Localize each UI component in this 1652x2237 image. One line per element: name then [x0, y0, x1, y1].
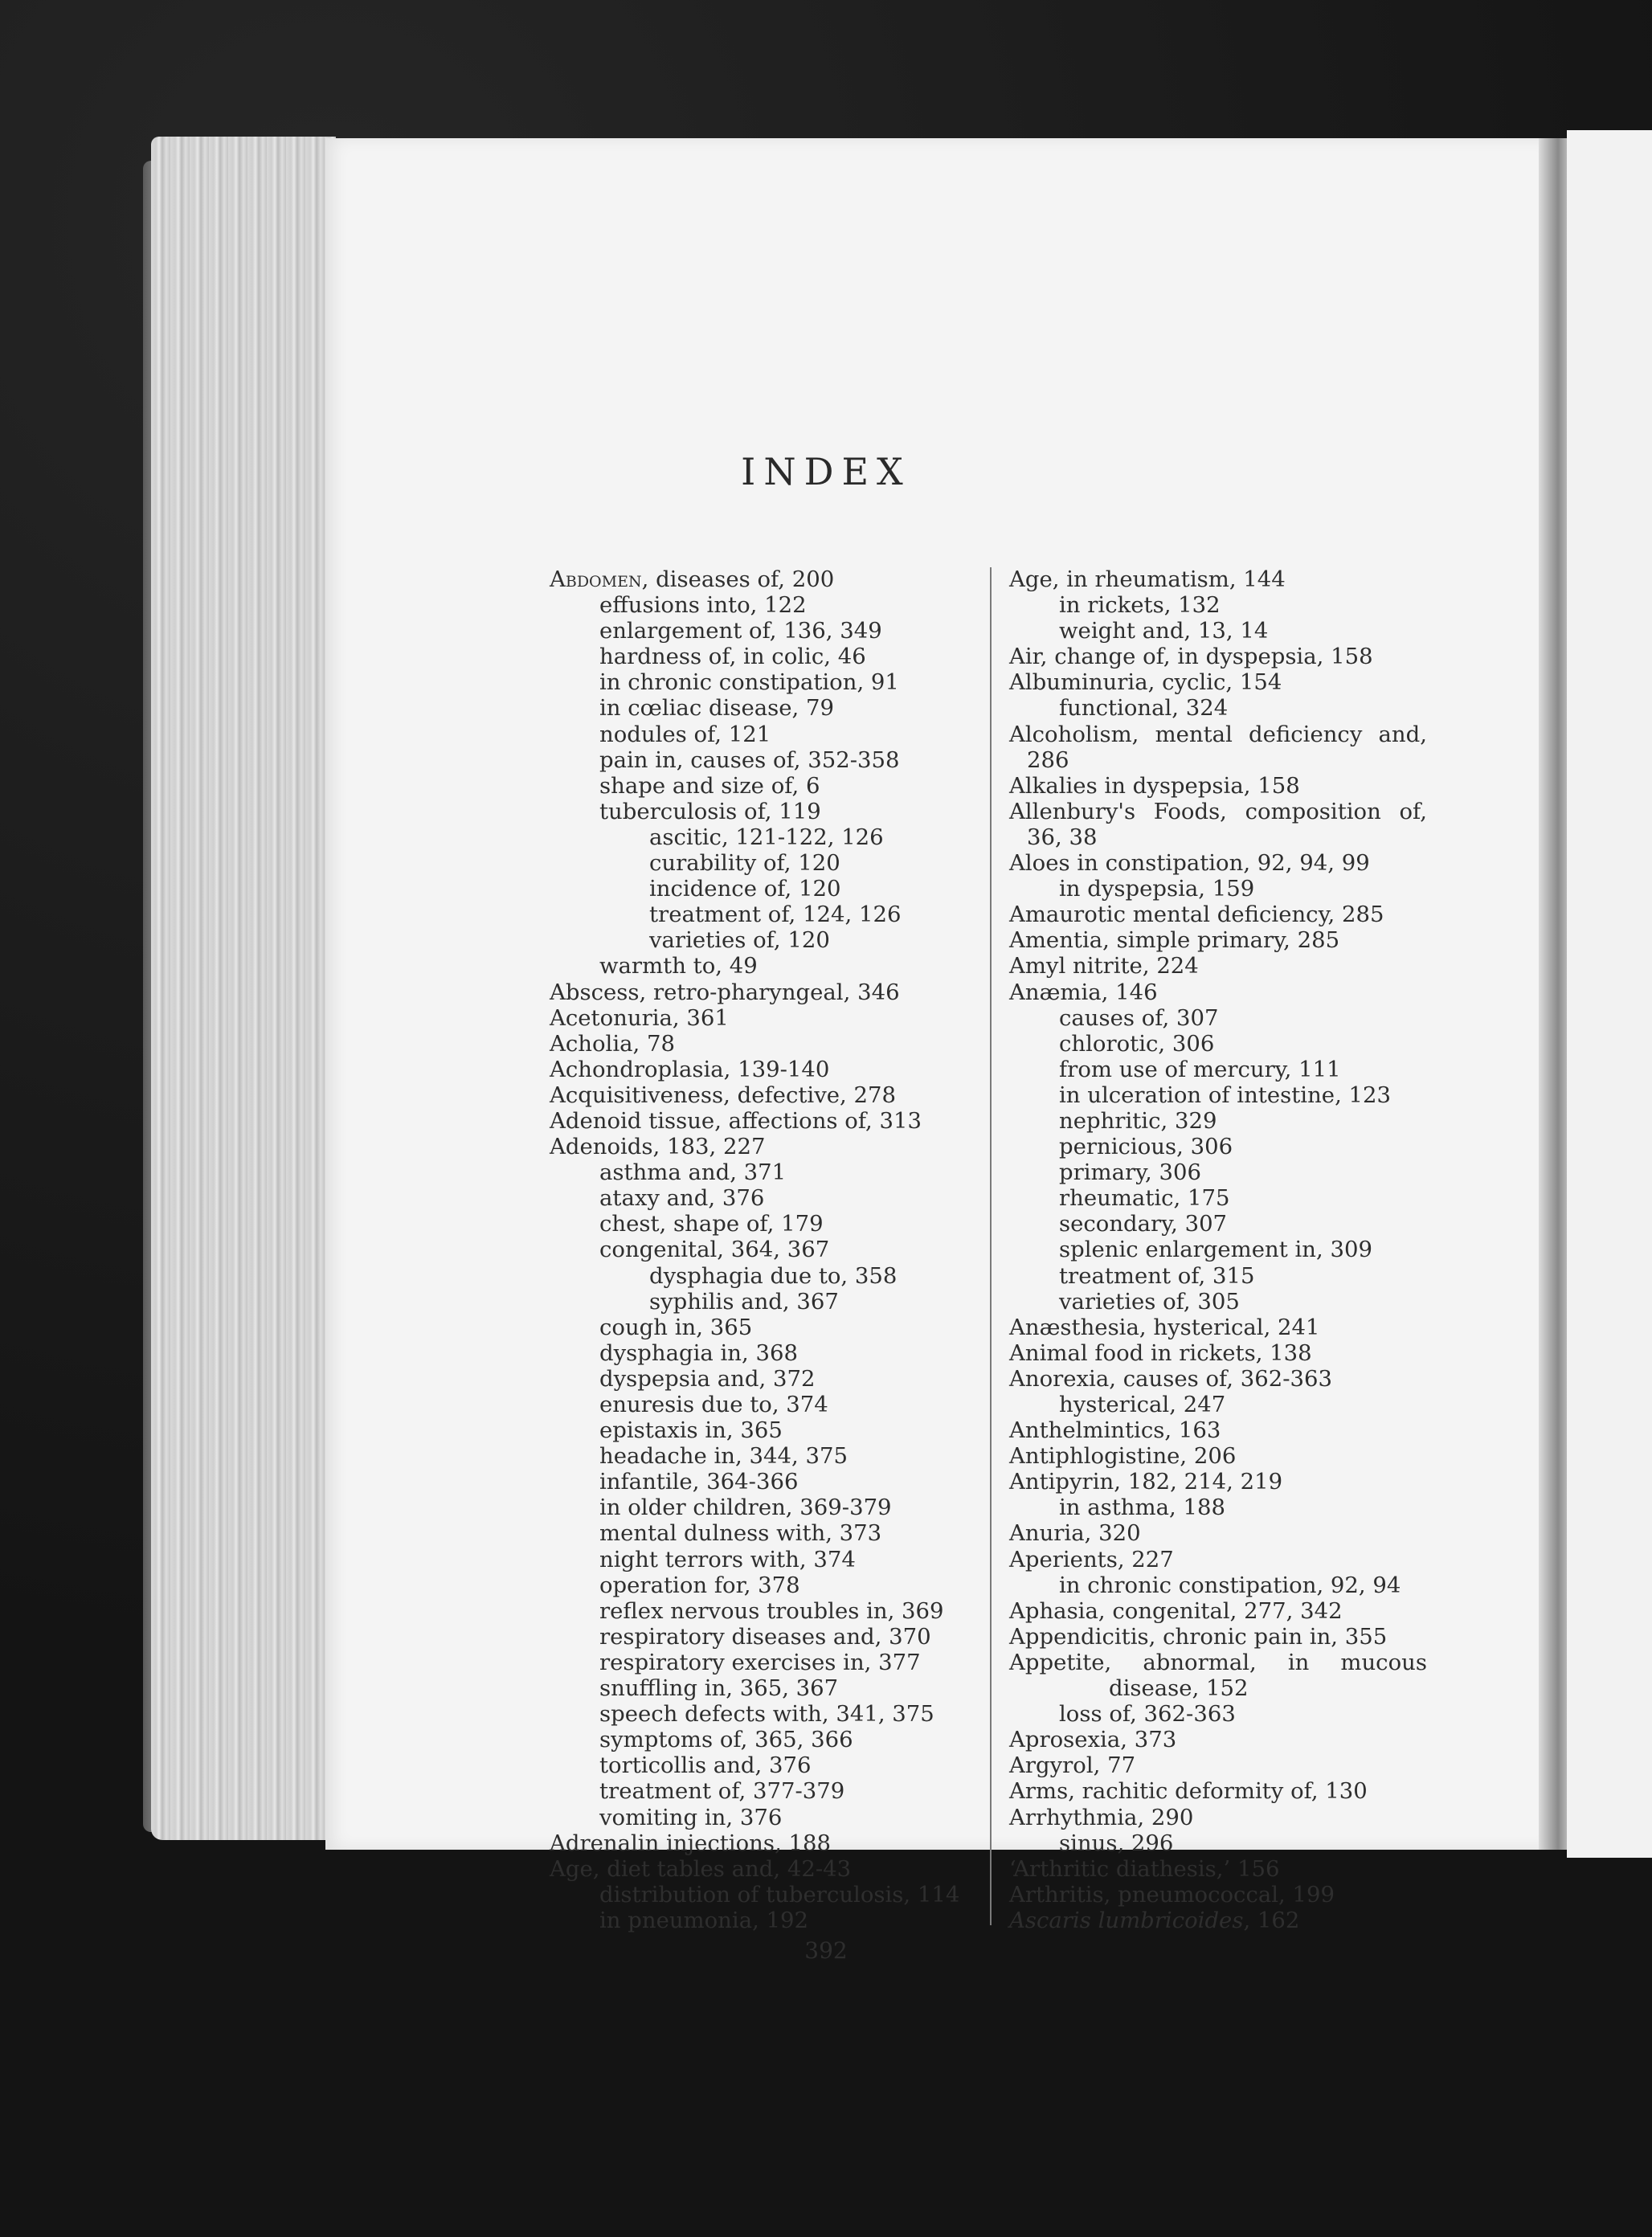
index-entry: from use of mercury, 111	[1059, 1056, 1341, 1082]
index-entry: Argyrol, 77	[1009, 1752, 1136, 1779]
index-entry: warmth to, 49	[599, 953, 758, 979]
index-entry: ataxy and, 376	[599, 1185, 765, 1212]
index-entry: Air, change of, in dyspepsia, 158	[1009, 644, 1373, 670]
index-entry: Acetonuria, 361	[550, 1004, 729, 1031]
index-entry: respiratory diseases and, 370	[599, 1623, 931, 1650]
index-column-left	[550, 566, 983, 1933]
index-entry: Achondroplasia, 139-140	[550, 1056, 830, 1082]
index-entry: weight and, 13, 14	[1059, 618, 1269, 644]
index-entry: asthma and, 371	[599, 1159, 787, 1186]
index-entry: ascitic, 121-122, 126	[649, 824, 884, 850]
index-entry: syphilis and, 367	[649, 1288, 839, 1315]
index-entry: Abscess, retro-pharyngeal, 346	[550, 979, 900, 1005]
index-entry: mental dulness with, 373	[599, 1520, 882, 1547]
index-entry: in older children, 369-379	[599, 1495, 892, 1521]
index-entry: Arrhythmia, 290	[1009, 1804, 1194, 1830]
index-entry: Aphasia, congenital, 277, 342	[1009, 1597, 1343, 1624]
index-entry: epistaxis in, 365	[599, 1417, 783, 1444]
index-entry: Anæsthesia, hysterical, 241	[1009, 1314, 1320, 1340]
index-entry: headache in, 344, 375	[599, 1443, 848, 1470]
index-entry: Alcoholism, mental deficiency and,	[1009, 721, 1427, 747]
facing-page	[1567, 130, 1652, 1858]
index-entry: enlargement of, 136, 349	[599, 618, 882, 644]
index-entry: Anæmia, 146	[1009, 979, 1158, 1005]
index-entry: cough in, 365	[599, 1314, 753, 1340]
index-entry: dysphagia due to, 358	[649, 1262, 898, 1289]
page-number: 392	[804, 1937, 848, 1964]
index-entry: in ulceration of intestine, 123	[1059, 1082, 1392, 1108]
index-entry: Amyl nitrite, 224	[1009, 953, 1199, 979]
index-entry: shape and size of, 6	[599, 772, 820, 799]
index-entry: Albuminuria, cyclic, 154	[1009, 669, 1282, 696]
index-entry: congenital, 364, 367	[599, 1237, 830, 1263]
index-entry: Appendicitis, chronic pain in, 355	[1009, 1623, 1388, 1650]
index-entry: effusions into, 122	[599, 592, 807, 619]
index-entry: speech defects with, 341, 375	[599, 1701, 934, 1728]
index-entry: Aloes in constipation, 92, 94, 99	[1009, 850, 1370, 877]
index-entry: functional, 324	[1059, 695, 1229, 722]
index-entry: Adrenalin injections, 188	[550, 1830, 831, 1856]
index-entry: symptoms of, 365, 366	[599, 1727, 853, 1753]
index-entry: dysphagia in, 368	[599, 1339, 798, 1366]
index-entry: Acholia, 78	[550, 1030, 675, 1057]
book-gutter	[1539, 138, 1571, 1850]
index-entry: in rickets, 132	[1059, 592, 1221, 619]
index-entry: Animal food in rickets, 138	[1009, 1339, 1312, 1366]
index-entry: Aprosexia, 373	[1009, 1727, 1177, 1753]
index-entry: Alkalies in dyspepsia, 158	[1009, 772, 1300, 799]
index-entry: in asthma, 188	[1059, 1495, 1225, 1521]
index-entry: rheumatic, 175	[1059, 1185, 1230, 1212]
index-entry: nephritic, 329	[1059, 1107, 1217, 1134]
index-entry: Ascaris lumbricoides, 162	[1009, 1907, 1300, 1933]
index-entry: loss of, 362-363	[1059, 1701, 1236, 1728]
index-entry: treatment of, 315	[1059, 1262, 1255, 1289]
index-entry: in cœliac disease, 79	[599, 695, 835, 722]
index-entry: incidence of, 120	[649, 876, 841, 902]
index-entry: reflex nervous troubles in, 369	[599, 1597, 944, 1624]
index-entry: nodules of, 121	[599, 721, 771, 747]
page-title: INDEX	[741, 450, 911, 493]
index-entry: Antiphlogistine, 206	[1009, 1443, 1237, 1470]
index-entry: sinus, 296	[1059, 1830, 1174, 1856]
index-entry: Acquisitiveness, defective, 278	[550, 1082, 896, 1108]
index-entry: Anthelmintics, 163	[1009, 1417, 1221, 1444]
index-entry: operation for, 378	[599, 1572, 800, 1598]
index-entry: respiratory exercises in, 377	[599, 1649, 921, 1675]
index-entry: infantile, 364-366	[599, 1469, 799, 1495]
index-entry: distribution of tuberculosis, 114	[599, 1881, 960, 1908]
index-entry: Amentia, simple primary, 285	[1009, 927, 1340, 954]
index-entry: splenic enlargement in, 309	[1059, 1237, 1372, 1263]
index-entry: Arthritis, pneumococcal, 199	[1009, 1881, 1335, 1908]
index-entry: Allenbury's Foods, composition of,	[1009, 798, 1427, 824]
index-entry: varieties of, 120	[649, 927, 830, 954]
index-entry: pain in, causes of, 352-358	[599, 746, 900, 773]
index-column-right	[1009, 566, 1427, 1933]
index-entry: 36, 38	[1027, 824, 1098, 850]
index-entry: hysterical, 247	[1059, 1392, 1226, 1417]
index-entry: in chronic constipation, 91	[599, 669, 899, 696]
index-entry: Anuria, 320	[1009, 1520, 1141, 1547]
index-entry: Abdomen, diseases of, 200	[550, 566, 835, 592]
index-entry: in dyspepsia, 159	[1059, 876, 1255, 902]
index-entry: Anorexia, causes of, 362-363	[1009, 1365, 1332, 1392]
index-entry: in chronic constipation, 92, 94	[1059, 1572, 1401, 1598]
index-entry: Age, in rheumatism, 144	[1009, 566, 1286, 592]
index-entry: Adenoids, 183, 227	[550, 1134, 766, 1160]
index-entry: ‘Arthritic diathesis,’ 156	[1009, 1855, 1280, 1882]
index-entry: primary, 306	[1059, 1159, 1202, 1186]
index-entry: enuresis due to, 374	[599, 1392, 828, 1417]
index-entry: Antipyrin, 182, 214, 219	[1009, 1469, 1283, 1495]
index-entry: disease, 152	[1109, 1675, 1249, 1702]
index-entry: curability of, 120	[649, 850, 840, 877]
index-entry: night terrors with, 374	[599, 1546, 856, 1572]
index-entry: treatment of, 377-379	[599, 1778, 845, 1805]
index-entry: causes of, 307	[1059, 1004, 1219, 1031]
index-entry: Arms, rachitic deformity of, 130	[1009, 1778, 1368, 1805]
index-entry: tuberculosis of, 119	[599, 798, 821, 824]
page-edges	[151, 137, 336, 1840]
index-entry: chest, shape of, 179	[599, 1211, 824, 1237]
index-entry: Appetite, abnormal, in mucous	[1009, 1649, 1427, 1675]
index-entry: vomiting in, 376	[599, 1804, 783, 1830]
index-entry: snuffling in, 365, 367	[599, 1675, 839, 1702]
index-entry: pernicious, 306	[1059, 1134, 1233, 1160]
index-entry: dyspepsia and, 372	[599, 1365, 816, 1392]
index-entry: Age, diet tables and, 42-43	[550, 1855, 852, 1882]
index-entry: Amaurotic mental deficiency, 285	[1009, 902, 1384, 928]
column-divider	[990, 567, 992, 1925]
index-entry: Aperients, 227	[1009, 1546, 1174, 1572]
index-entry: Adenoid tissue, affections of, 313	[550, 1107, 922, 1134]
index-entry: treatment of, 124, 126	[649, 902, 902, 928]
index-entry: 286	[1027, 746, 1069, 773]
index-entry: torticollis and, 376	[599, 1752, 812, 1779]
index-entry: in pneumonia, 192	[599, 1907, 809, 1933]
index-entry: chlorotic, 306	[1059, 1030, 1215, 1057]
index-entry: secondary, 307	[1059, 1211, 1228, 1237]
index-entry: hardness of, in colic, 46	[599, 644, 866, 670]
index-entry: varieties of, 305	[1059, 1288, 1240, 1315]
